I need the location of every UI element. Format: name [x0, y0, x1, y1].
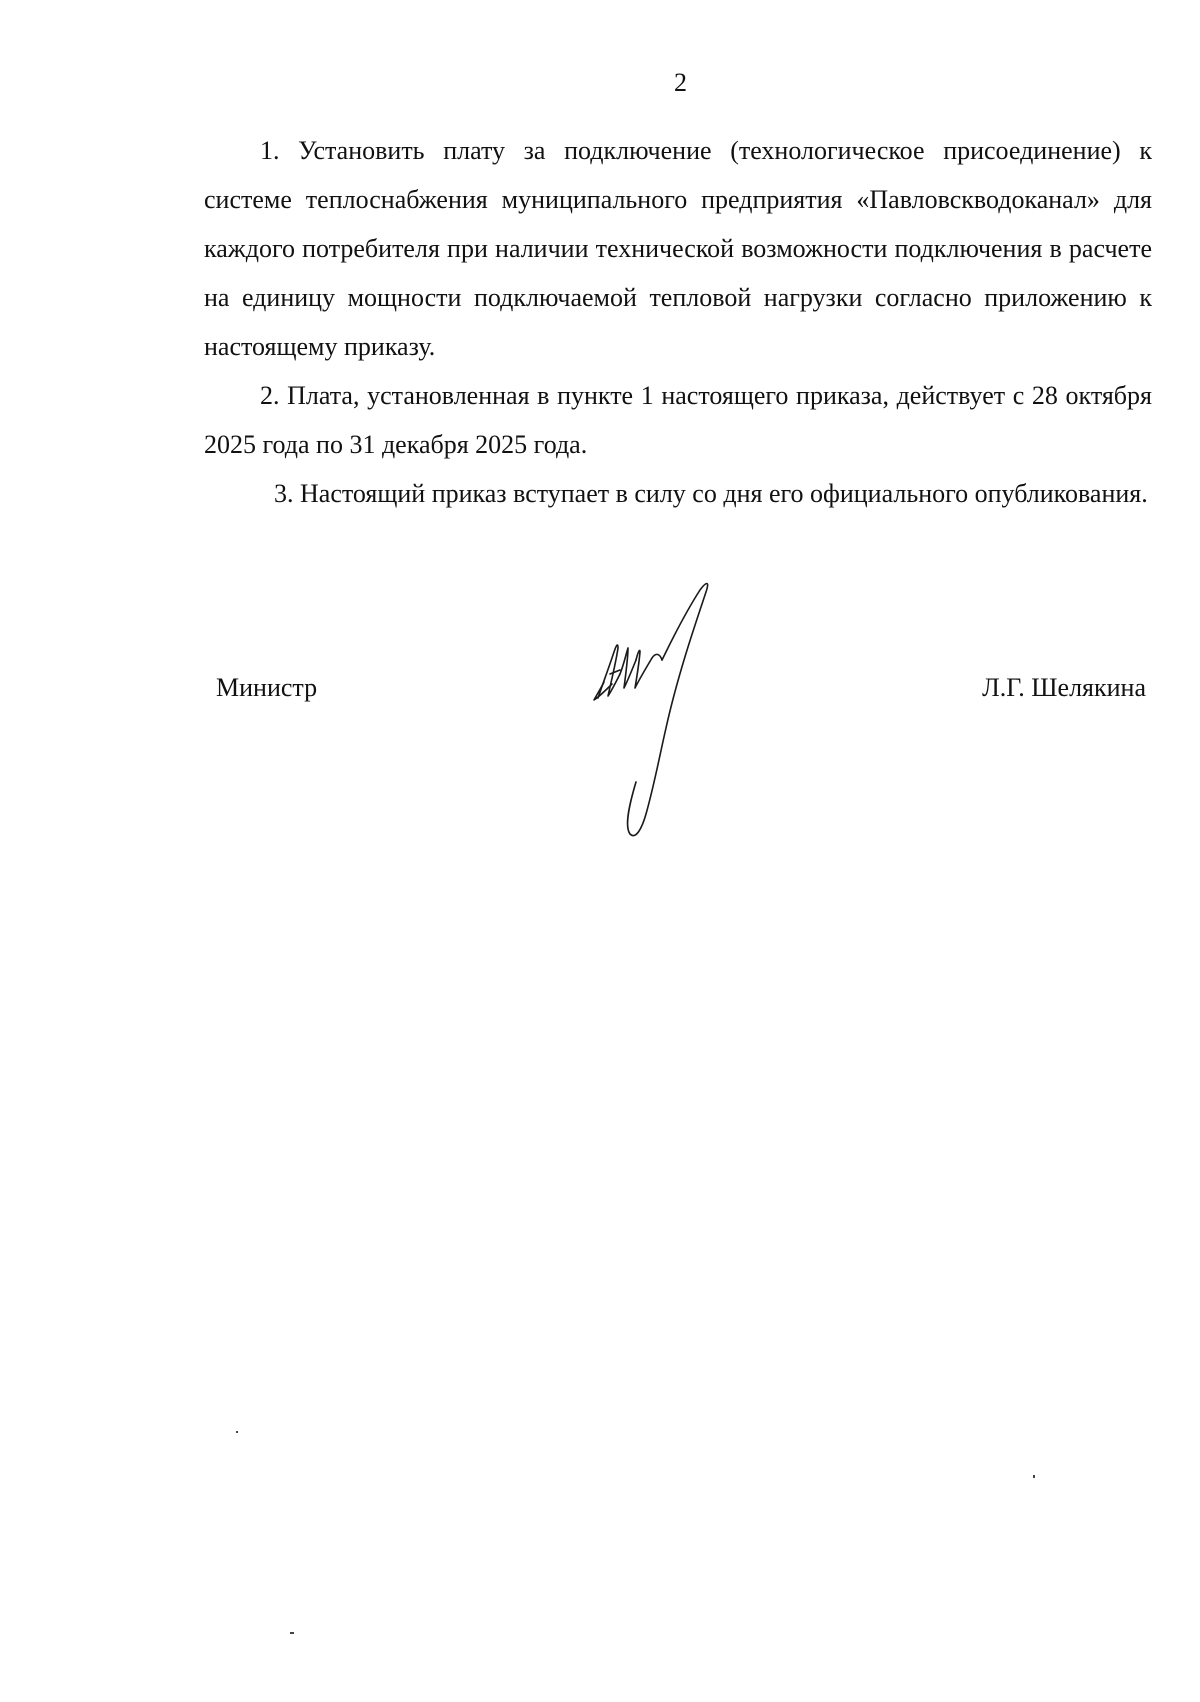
signer-position: Министр — [216, 673, 318, 702]
clause-3: 3. Настоящий приказ вступает в силу со дня его официального опубликования. — [274, 479, 1148, 508]
clause-1: 1. Установить плату за подключение (технологическое присоединение) к системе теплоснабжения муниципального предприятия «Павловскводоканал» для каждого потребителя при наличии технической возможности подключения в расчете на единицу мощности подключаемой тепловой нагрузки согласно приложению к настоящему приказу. — [204, 136, 1152, 361]
signer-name: Л.Г. Шелякина — [982, 673, 1146, 702]
clause-2: 2. Плата, установленная в пункте 1 настоящего приказа, действует с 28 октября 2025 года по 31 декабря 2025 года. — [204, 381, 1152, 459]
scan-speck — [236, 1431, 238, 1433]
handwritten-signature — [590, 578, 730, 848]
scan-speck — [290, 1632, 294, 1634]
page-number: 2 — [674, 68, 687, 97]
scan-speck — [1033, 1475, 1035, 1478]
order-body — [204, 126, 1152, 518]
